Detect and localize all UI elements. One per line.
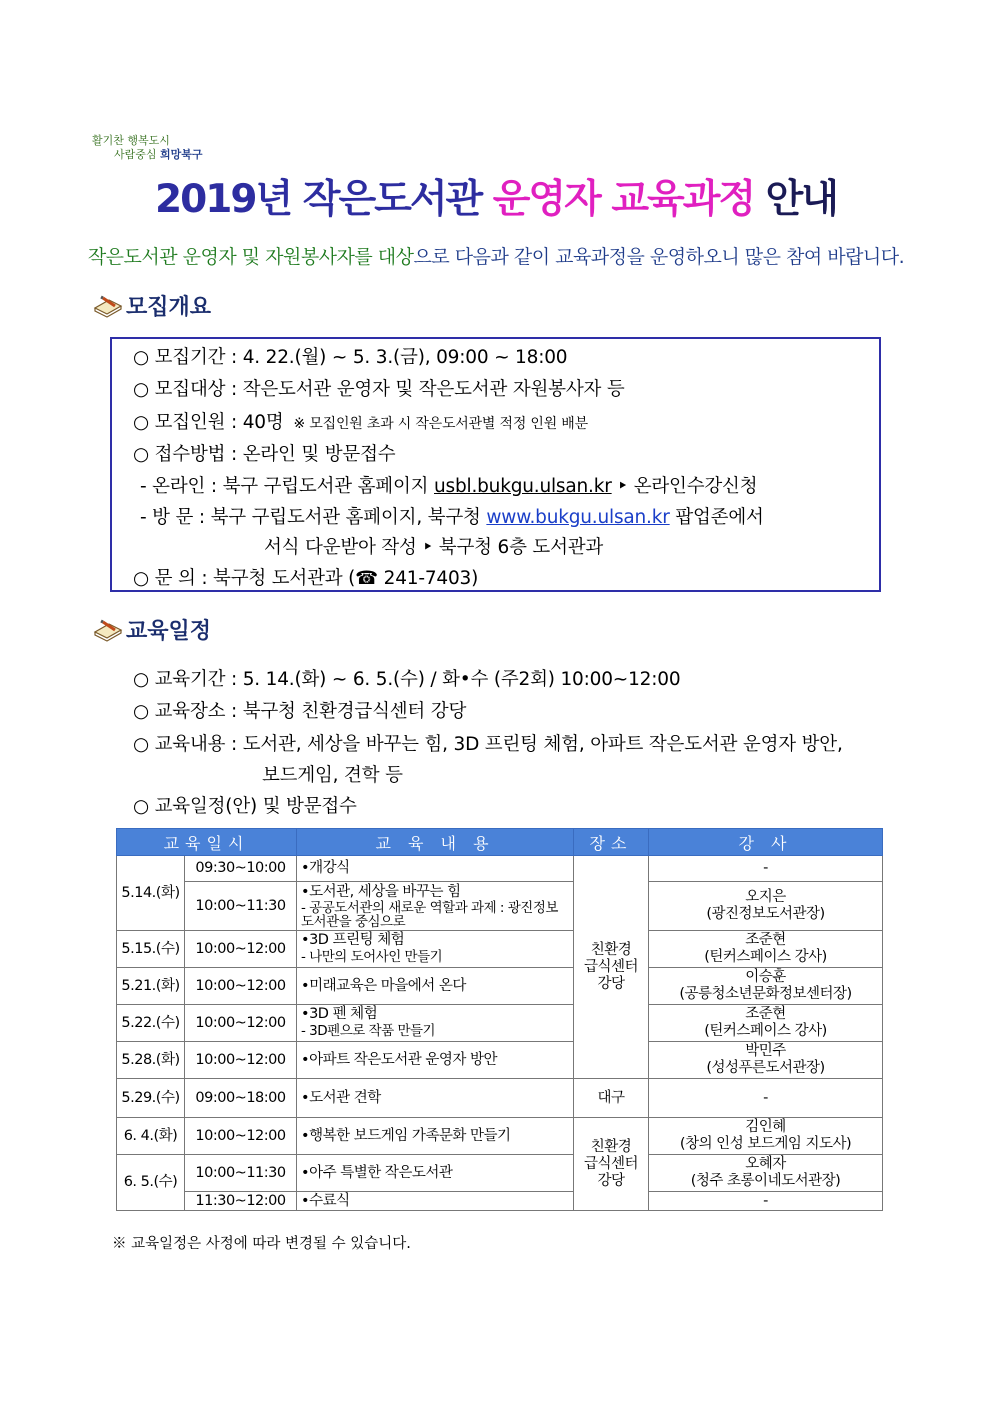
row-place: [574, 856, 649, 1079]
section-schedule-title: 교육일정: [126, 619, 212, 644]
content-main: •3D 펜 체험: [301, 1006, 378, 1022]
place-line: 강당: [597, 1172, 625, 1189]
row-teacher: -: [649, 856, 883, 882]
edu-schedule-heading: ○ 교육일정(안) 및 방문접수: [133, 796, 357, 817]
row-teacher: -: [649, 1079, 883, 1118]
table-row: [117, 1155, 883, 1192]
place-line: 친환경: [590, 941, 632, 958]
section-schedule-heading: [93, 614, 211, 645]
row-date: 5.29.(수): [117, 1079, 185, 1118]
place-line: 친환경: [590, 1138, 632, 1155]
place-line: 급식센터: [584, 1155, 639, 1172]
row-time: 09:30~10:00: [185, 856, 297, 882]
row-content: [297, 1005, 574, 1042]
header-content: 교 육 내 용: [297, 829, 574, 856]
visit-prefix: - 방 문 : 북구 구립도서관 홈페이지, 북구청: [140, 507, 487, 528]
row-teacher: [649, 1155, 883, 1192]
row-date: 6. 4.(화): [117, 1118, 185, 1155]
content-main: •3D 프린팅 체험: [301, 932, 405, 948]
slogan-line2-b: 희망북구: [160, 148, 203, 161]
row-teacher: [649, 882, 883, 931]
row-content: •개강식: [297, 856, 574, 882]
row-time: 10:00~12:00: [185, 968, 297, 1005]
teacher-name: 오혜자: [745, 1156, 786, 1172]
row-date: 5.22.(수): [117, 1005, 185, 1042]
row-time: 10:00~11:30: [185, 882, 297, 931]
row-date: 5.15.(수): [117, 931, 185, 968]
teacher-name: 박민주: [745, 1043, 786, 1059]
teacher-name: 조준현: [745, 932, 786, 948]
row-teacher: [649, 931, 883, 968]
schedule-table: [116, 828, 883, 1211]
table-row: [117, 1118, 883, 1155]
row-content: •도서관 견학: [297, 1079, 574, 1118]
row-time: 09:00~18:00: [185, 1079, 297, 1118]
slogan: [92, 134, 203, 162]
edu-content-line1: ○ 교육내용 : 도서관, 세상을 바꾸는 힘, 3D 프린팅 체험, 아파트 작은도서관 운영자 방안,: [133, 734, 843, 755]
visit-suffix: 팝업존에서: [669, 507, 764, 528]
row-time: 10:00~12:00: [185, 931, 297, 968]
row-time: 10:00~12:00: [185, 1118, 297, 1155]
row-date: 6. 5.(수): [117, 1155, 185, 1211]
recruit-visit-line2: 서식 다운받아 작성 ‣ 북구청 6층 도서관과: [264, 537, 604, 558]
row-date: 5.21.(화): [117, 968, 185, 1005]
intro-part1: 작은도서관 운영자 및 자원봉사자를 대상: [87, 246, 414, 268]
teacher-title: (창의 인성 보드게임 지도사): [679, 1136, 852, 1152]
row-time: 10:00~11:30: [185, 1155, 297, 1192]
recruit-visit-line: [140, 503, 764, 529]
row-teacher: -: [649, 1192, 883, 1211]
table-row: [117, 1192, 883, 1211]
content-main: •도서관, 세상을 바꾸는 힘: [301, 883, 461, 900]
teacher-title: (광진정보도서관장): [706, 906, 825, 922]
intro-part2: 으로 다음과 같이 교육과정을 운영하오니 많은 참여 바랍니다.: [413, 246, 905, 268]
table-row: [117, 931, 883, 968]
content-sub: - 공공도서관의 새로운 역할과 과제 : 광진정보도서관을 중심으로: [301, 899, 558, 930]
recruit-count: ○ 모집인원 : 40명: [133, 412, 284, 433]
row-teacher: [649, 1005, 883, 1042]
row-place: 대구: [574, 1079, 649, 1118]
table-row: [117, 882, 883, 931]
teacher-name: 이승훈: [745, 969, 786, 985]
slogan-line1-a: 활기찬: [92, 134, 128, 147]
row-date: 5.14.(화): [117, 856, 185, 931]
teacher-title: (공릉청소년문화정보센터장): [679, 986, 852, 1002]
table-row: [117, 968, 883, 1005]
row-time: 11:30~12:00: [185, 1192, 297, 1211]
table-row: [117, 1042, 883, 1079]
place-line: 강당: [597, 975, 625, 992]
recruit-target: ○ 모집대상 : 작은도서관 운영자 및 작은도서관 자원봉사자 등: [133, 379, 625, 400]
edu-place: ○ 교육장소 : 북구청 친환경급식센터 강당: [133, 701, 467, 722]
content-sub: - 3D펜으로 작품 만들기: [301, 1023, 436, 1039]
edu-period: ○ 교육기간 : 5. 14.(화) ~ 6. 5.(수) / 화•수 (주2회) 10:00~12:00: [133, 669, 681, 690]
header-datetime: 교육일시: [117, 829, 297, 856]
row-content: [297, 882, 574, 931]
teacher-title: (청주 초롱이네도서관장): [690, 1173, 841, 1189]
recruit-period: ○ 모집기간 : 4. 22.(월) ~ 5. 3.(금), 09:00 ~ 18:00: [133, 347, 568, 368]
table-row: [117, 856, 883, 882]
row-date: 5.28.(화): [117, 1042, 185, 1079]
teacher-title: (틴커스페이스 강사): [704, 1023, 827, 1039]
table-header-row: [117, 829, 883, 856]
header-teacher: 강 사: [649, 829, 883, 856]
place-line: 급식센터: [584, 958, 639, 975]
title-part2: 운영자 교육과정: [492, 177, 755, 222]
online-suffix: ‣ 온라인수강신청: [611, 476, 758, 497]
row-teacher: [649, 968, 883, 1005]
table-row: [117, 1005, 883, 1042]
teacher-title: (틴커스페이스 강사): [704, 949, 827, 965]
header-place: 장소: [574, 829, 649, 856]
row-content: •행복한 보드게임 가족문화 만들기: [297, 1118, 574, 1155]
online-url-link[interactable]: usbl.bukgu.ulsan.kr: [434, 476, 612, 497]
row-teacher: [649, 1042, 883, 1079]
teacher-name: 김인혜: [745, 1119, 786, 1135]
row-teacher: [649, 1118, 883, 1155]
slogan-line2-a: 사람중심: [114, 148, 161, 161]
row-time: 10:00~12:00: [185, 1042, 297, 1079]
title-part3: 안내: [754, 177, 837, 222]
footnote: ※ 교육일정은 사정에 따라 변경될 수 있습니다.: [112, 1236, 411, 1252]
row-time: 10:00~12:00: [185, 1005, 297, 1042]
edu-content-line2: 보드게임, 견학 등: [262, 765, 403, 786]
slogan-line1-b: 행복도시: [127, 134, 170, 147]
teacher-title: (성성푸른도서관장): [706, 1060, 825, 1076]
row-content: [297, 931, 574, 968]
page-title: [0, 168, 992, 224]
visit-url-link[interactable]: www.bukgu.ulsan.kr: [486, 507, 670, 528]
book-pencil-icon: [93, 618, 123, 642]
section-recruit-title: 모집개요: [126, 295, 212, 320]
online-prefix: - 온라인 : 북구 구립도서관 홈페이지: [140, 476, 434, 497]
recruit-count-line: [133, 408, 588, 434]
recruit-method: ○ 접수방법 : 온라인 및 방문접수: [133, 444, 396, 465]
title-part1: 2019년 작은도서관: [155, 177, 493, 222]
content-sub: - 나만의 도어사인 만들기: [301, 949, 443, 965]
recruit-online-line: [140, 472, 757, 498]
recruit-count-note: ※ 모집인원 초과 시 작은도서관별 적정 인원 배분: [293, 416, 588, 432]
table-row: [117, 1079, 883, 1118]
row-content: •미래교육은 마을에서 온다: [297, 968, 574, 1005]
row-content: •아파트 작은도서관 운영자 방안: [297, 1042, 574, 1079]
row-content: •아주 특별한 작은도서관: [297, 1155, 574, 1192]
row-place: [574, 1118, 649, 1211]
recruit-contact: ○ 문 의 : 북구청 도서관과 (☎ 241-7403): [133, 568, 479, 589]
teacher-name: 오지은: [745, 889, 786, 905]
book-pencil-icon: [93, 294, 123, 318]
teacher-name: 조준현: [745, 1006, 786, 1022]
intro-text: [0, 242, 992, 269]
section-recruit-heading: [93, 290, 211, 321]
row-content: •수료식: [297, 1192, 574, 1211]
